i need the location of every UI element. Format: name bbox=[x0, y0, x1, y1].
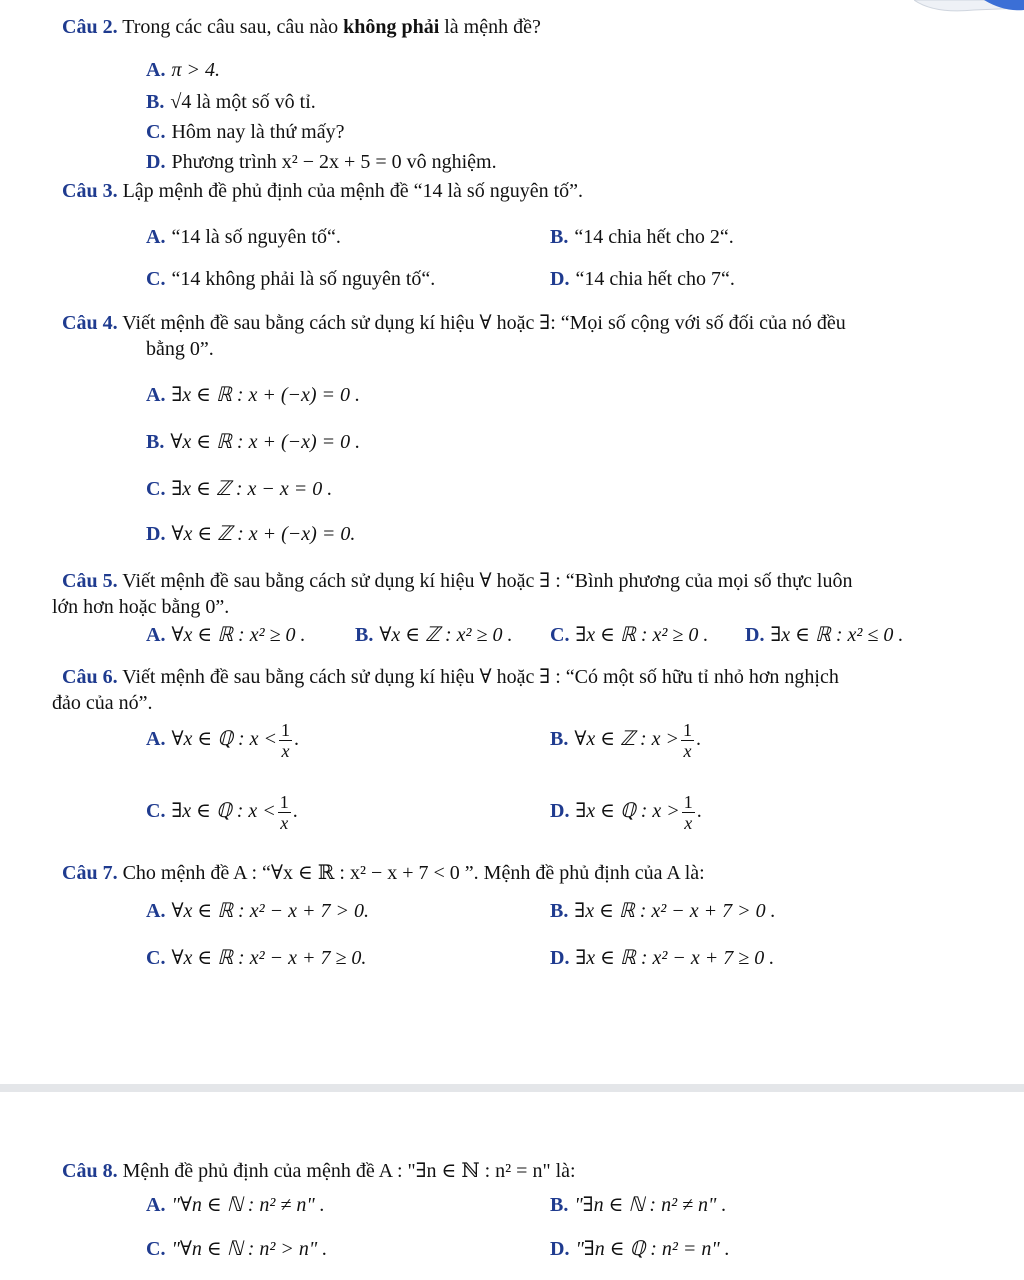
question-number: Câu 8. bbox=[62, 1160, 118, 1182]
q2-option-d[interactable]: D. Phương trình x² − 2x + 5 = 0 vô nghiệm. bbox=[146, 151, 497, 173]
q7-option-d[interactable]: D. ∃x ∈ ℝ : x² − x + 7 ≥ 0 . bbox=[550, 947, 775, 969]
section-divider bbox=[0, 1084, 1024, 1092]
question-text: Mệnh đề phủ định của mệnh đề A : "∃n ∈ ℕ : n² = n" là: bbox=[122, 1160, 576, 1182]
question-text: Viết mệnh đề sau bằng cách sử dụng kí hiệu ∀ hoặc ∃ : “Có một số hữu tỉ nhỏ hơn nghịch bbox=[122, 666, 839, 688]
q6-option-a[interactable]: A. ∀x ∈ ℚ : x < $\frac{1}{x}$ . bbox=[146, 720, 299, 761]
q6-option-b[interactable]: B. ∀x ∈ ℤ : x > $\frac{1}{x}$ . bbox=[550, 720, 702, 761]
question-text: Trong các câu sau, câu nào không phải là mệnh đề? bbox=[122, 16, 541, 38]
question-number: Câu 2. bbox=[62, 16, 118, 38]
question-text-cont: đảo của nó”. bbox=[52, 692, 153, 714]
q4-option-c[interactable]: C. ∃x ∈ ℤ : x − x = 0 . bbox=[146, 478, 333, 500]
question-number: Câu 4. bbox=[62, 312, 118, 334]
question-3 bbox=[62, 178, 982, 204]
question-number: Câu 5. bbox=[62, 570, 118, 592]
question-text: Cho mệnh đề A : “∀x ∈ ℝ : x² − x + 7 < 0 ”. Mệnh đề phủ định của A là: bbox=[122, 862, 705, 884]
q6-option-c[interactable]: C. ∃x ∈ ℚ : x < $\frac{1}{x}$ . bbox=[146, 792, 298, 833]
q7-option-b[interactable]: B. ∃x ∈ ℝ : x² − x + 7 > 0 . bbox=[550, 900, 776, 922]
q3-option-a[interactable]: A. “14 là số nguyên tố“. bbox=[146, 226, 341, 248]
question-text: Lập mệnh đề phủ định của mệnh đề “14 là số nguyên tố”. bbox=[122, 180, 584, 202]
q3-option-d[interactable]: D. “14 chia hết cho 7“. bbox=[550, 268, 735, 290]
question-7 bbox=[62, 860, 982, 886]
question-text: Viết mệnh đề sau bằng cách sử dụng kí hiệu ∀ hoặc ∃: “Mọi số cộng với số đối của nó đều bbox=[122, 312, 846, 334]
fraction: $\frac{1}{x}$ bbox=[279, 792, 289, 833]
q8-option-d[interactable]: D. "∃n ∈ ℚ : n² = n" . bbox=[550, 1238, 730, 1260]
q5-option-c[interactable]: C. ∃x ∈ ℝ : x² ≥ 0 . bbox=[550, 624, 709, 646]
question-text-cont: bằng 0”. bbox=[146, 338, 214, 360]
question-number: Câu 6. bbox=[62, 666, 118, 688]
q2-option-b[interactable]: B. √4 là một số vô tỉ. bbox=[146, 91, 316, 113]
q5-option-b[interactable]: B. ∀x ∈ ℤ : x² ≥ 0 . bbox=[355, 624, 513, 646]
question-number: Câu 7. bbox=[62, 862, 118, 884]
q4-option-d[interactable]: D. ∀x ∈ ℤ : x + (−x) = 0. bbox=[146, 523, 356, 545]
question-5 bbox=[52, 568, 982, 620]
question-text-cont: lớn hơn hoặc bằng 0”. bbox=[52, 596, 230, 618]
fraction: $\frac{1}{x}$ bbox=[683, 792, 693, 833]
q7-option-a[interactable]: A. ∀x ∈ ℝ : x² − x + 7 > 0. bbox=[146, 900, 369, 922]
fraction: $\frac{1}{x}$ bbox=[683, 720, 693, 761]
q2-option-c[interactable]: C. Hôm nay là thứ mấy? bbox=[146, 121, 345, 143]
question-text: Viết mệnh đề sau bằng cách sử dụng kí hiệu ∀ hoặc ∃ : “Bình phương của mọi số thực luôn bbox=[122, 570, 853, 592]
q7-option-c[interactable]: C. ∀x ∈ ℝ : x² − x + 7 ≥ 0. bbox=[146, 947, 367, 969]
question-8 bbox=[62, 1158, 982, 1184]
fraction: $\frac{1}{x}$ bbox=[280, 720, 290, 761]
q6-option-d[interactable]: D. ∃x ∈ ℚ : x > $\frac{1}{x}$ . bbox=[550, 792, 702, 833]
q8-option-c[interactable]: C. "∀n ∈ ℕ : n² > n" . bbox=[146, 1238, 328, 1260]
q4-option-b[interactable]: B. ∀x ∈ ℝ : x + (−x) = 0 . bbox=[146, 431, 361, 453]
q4-option-a[interactable]: A. ∃x ∈ ℝ : x + (−x) = 0 . bbox=[146, 384, 361, 406]
q2-option-a[interactable]: A. π > 4. bbox=[146, 59, 220, 81]
q3-option-b[interactable]: B. “14 chia hết cho 2“. bbox=[550, 226, 734, 248]
question-6 bbox=[52, 664, 982, 716]
q5-option-a[interactable]: A. ∀x ∈ ℝ : x² ≥ 0 . bbox=[146, 624, 306, 646]
q5-option-d[interactable]: D. ∃x ∈ ℝ : x² ≤ 0 . bbox=[745, 624, 904, 646]
q3-option-c[interactable]: C. “14 không phải là số nguyên tố“. bbox=[146, 268, 436, 290]
question-4 bbox=[62, 310, 982, 362]
question-number: Câu 3. bbox=[62, 180, 118, 202]
question-2 bbox=[62, 14, 982, 40]
q8-option-b[interactable]: B. "∃n ∈ ℕ : n² ≠ n" . bbox=[550, 1194, 727, 1216]
q8-option-a[interactable]: A. "∀n ∈ ℕ : n² ≠ n" . bbox=[146, 1194, 325, 1216]
